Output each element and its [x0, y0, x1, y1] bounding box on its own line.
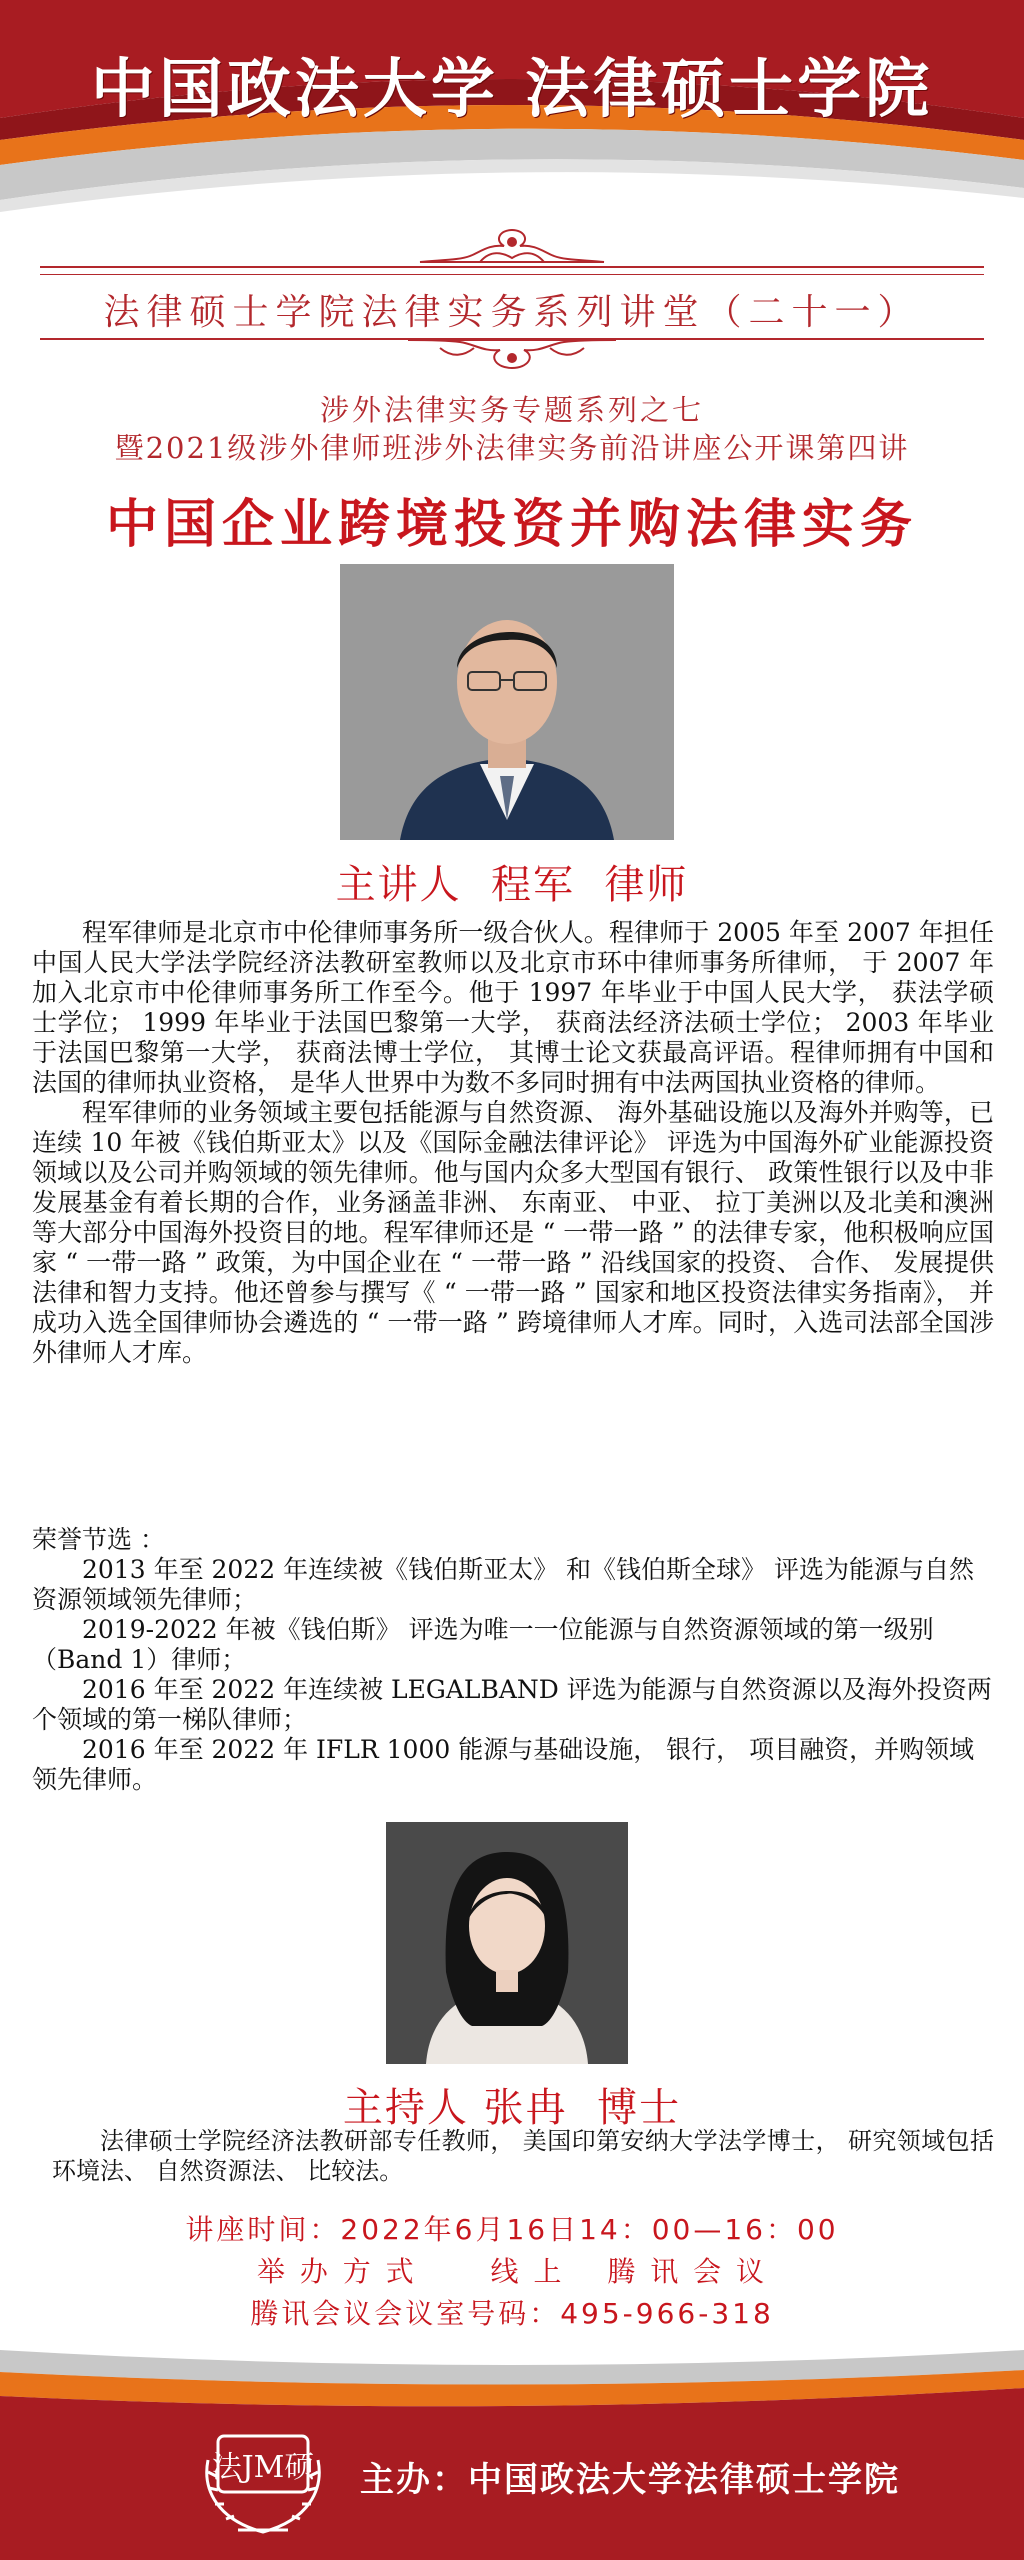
host-name: 张冉	[483, 2085, 568, 2131]
speaker-name-line	[0, 853, 1024, 910]
main-title: 中国企业跨境投资并购法律实务	[105, 495, 918, 555]
speaker-name: 程军	[491, 862, 575, 908]
host-title: 博士	[597, 2085, 682, 2131]
header-title: 中国政法大学 法律硕士学院	[90, 52, 934, 127]
subtitle-line2: 暨2021级涉外律师班涉外法律实务前沿讲座公开课第四讲	[114, 431, 910, 465]
speaker-portrait-icon	[340, 564, 674, 840]
honors-item: 2016 年至 2022 年连续被 LEGALBAND 评选为能源与自然资源以及海外投资两个领域的第一梯队律师；	[32, 1675, 992, 1734]
honors-section	[32, 1525, 994, 1795]
subtitle-line1: 涉外法律实务专题系列之七	[319, 393, 704, 427]
host-portrait-icon	[386, 1822, 628, 2064]
honors-heading: 荣誉节选 ：	[32, 1525, 165, 1554]
series-title: 法律硕士学院法律实务系列讲堂（二十一）	[103, 292, 921, 333]
organizer-text: 主办：中国政法大学法律硕士学院	[360, 2460, 900, 2500]
host-label: 主持人	[342, 2085, 469, 2131]
lecture-mode: 举 办 方 式 线 上 腾 讯 会 议	[256, 2255, 768, 2288]
speaker-photo	[340, 564, 674, 840]
footer-background	[0, 2330, 1024, 2560]
meeting-room-number: 腾讯会议会议室号码：495-966-318	[250, 2297, 774, 2330]
ornament-bottom-icon	[400, 334, 624, 376]
speaker-bio-paragraph: 程军律师是北京市中伦律师事务所一级合伙人。程律师于 2005 年至 2007 年担任中国人民大学法学院经济法教研室教师以及北京市环中律师事务所律师， 于 2007 年加入北京市中伦律师事务所工作至今。他于 1997 年毕业于中国人民大学， 获法学硕士学位； 1999 年毕业于法国巴黎第一大学， 获商法经济法硕士学位； 2003 年毕业于法国巴黎第一大学， 获商法博士学位， 其博士论文获最高评语。程律师拥有中国和法国的律师执业资格， 是华人世界中为数不多同时拥有中法两国执业资格的律师。	[32, 918, 994, 1097]
header-banner	[0, 0, 1024, 230]
host-photo	[386, 1822, 628, 2064]
series-top-line	[40, 266, 984, 268]
series-banner	[0, 222, 1024, 382]
logo-text: 法JM硕	[211, 2450, 315, 2485]
speaker-label: 主讲人	[335, 862, 462, 908]
footer-banner	[0, 2330, 1024, 2560]
ornament-top-icon	[410, 222, 614, 270]
honors-item: 2013 年至 2022 年连续被《钱伯斯亚太》 和《钱伯斯全球》 评选为能源与自然资源领域领先律师；	[32, 1555, 974, 1614]
school-logo	[188, 2420, 338, 2550]
host-name-line	[0, 2076, 1024, 2133]
host-bio: 法律硕士学院经济法教研部专任教师， 美国印第安纳大学法学博士， 研究领域包括环境法、 自然资源法、 比较法。	[52, 2127, 994, 2185]
honors-item: 2016 年至 2022 年 IFLR 1000 能源与基础设施， 银行， 项目融资，并购领域领先律师。	[32, 1735, 975, 1794]
lecture-time: 讲座时间：2022年6月16日14：00—16：00	[185, 2213, 839, 2246]
honors-item: 2019-2022 年被《钱伯斯》 评选为唯一一位能源与自然资源领域的第一级别（Band 1）律师；	[32, 1615, 934, 1674]
speaker-bio-paragraph: 程军律师的业务领域主要包括能源与自然资源、 海外基础设施以及海外并购等，已连续 10 年被《钱伯斯亚太》以及《国际金融法律评论》 评选为中国海外矿业能源投资领域以及公司并购领域的领先律师。他与国内众多大型国有银行、 政策性银行以及中非发展基金有着长期的合作，业务涵盖非洲、 东南亚、 中亚、 拉丁美洲以及北美和澳洲等大部分中国海外投资目的地。程军律师还是 “ 一带一路 ” 的法律专家，他积极响应国家 “ 一带一路 ” 政策，为中国企业在 “ 一带一路 ” 沿线国家的投资、 合作、 发展提供法律和智力支持。他还曾参与撰写《 “ 一带一路 ” 国家和地区投资法律实务指南》， 并成功入选全国律师协会遴选的 “ 一带一路 ” 跨境律师人才库。同时，入选司法部全国涉外律师人才库。	[32, 1098, 995, 1367]
speaker-title: 律师	[604, 862, 689, 908]
speaker-bio	[32, 918, 994, 1368]
series-top-line-thin	[40, 274, 984, 275]
